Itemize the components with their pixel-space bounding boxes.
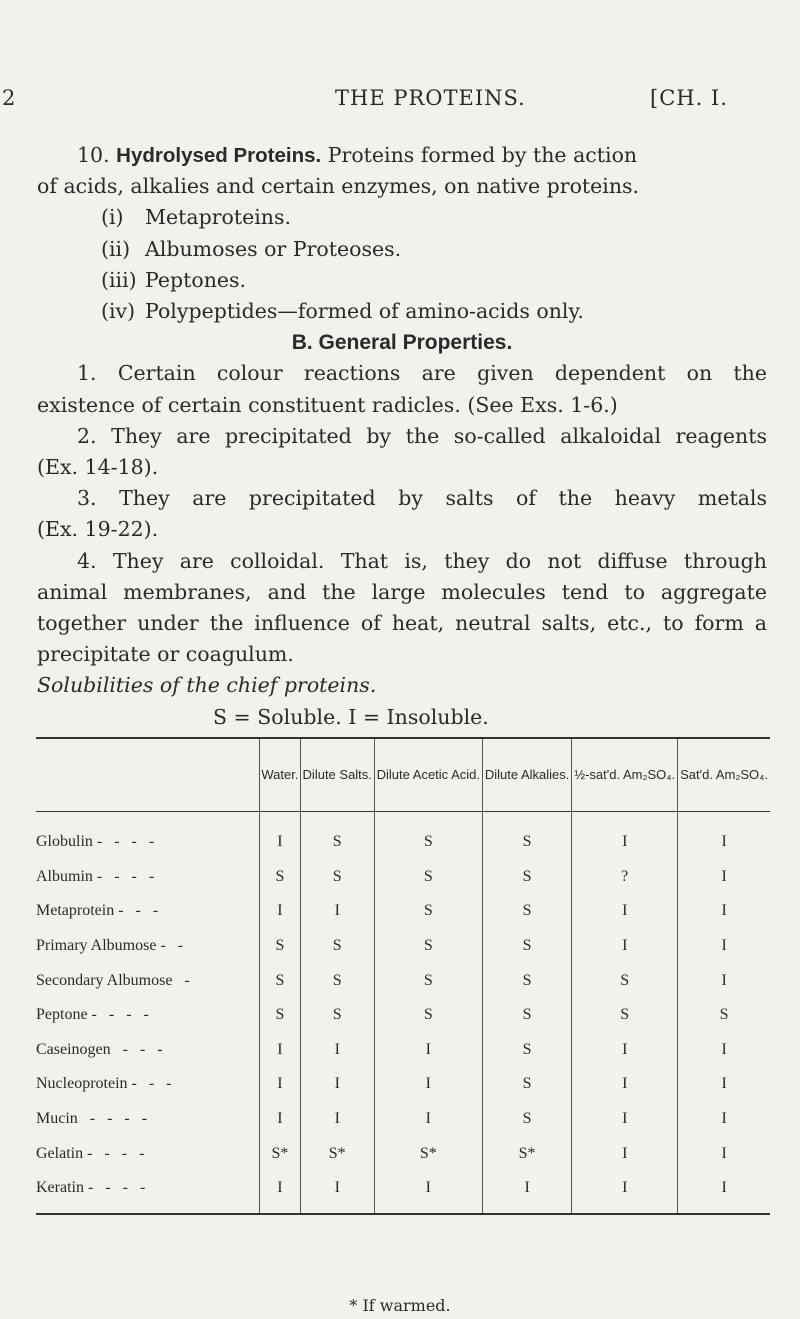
solubility-cell: I xyxy=(300,1171,374,1214)
list-item-text: Albumoses or Proteoses. xyxy=(145,236,402,261)
table-row xyxy=(36,1102,770,1137)
solubility-cell: I xyxy=(483,1171,572,1214)
solubility-cell: S xyxy=(260,998,301,1033)
protein-name: Gelatin - - - - xyxy=(36,1144,145,1162)
list-item-text: Metaproteins. xyxy=(145,205,292,230)
property-1-line1: 1. Certain colour reactions are given dependent on the xyxy=(77,361,767,386)
solubility-cell: S xyxy=(374,894,482,929)
protein-name: Secondary Albumose - xyxy=(36,971,190,989)
table-row xyxy=(36,860,770,895)
table-row xyxy=(36,998,770,1033)
table-footnote: * If warmed. xyxy=(349,1296,451,1315)
list-item xyxy=(37,265,767,296)
list-item-text: Polypeptides—formed of amino-acids only. xyxy=(145,299,584,324)
solubility-cell: I xyxy=(300,894,374,929)
protein-name: Peptone - - - - xyxy=(36,1006,149,1024)
table-row xyxy=(36,929,770,964)
solubility-cell: I xyxy=(572,812,678,860)
solubility-cell: S xyxy=(678,998,770,1033)
solubility-cell: I xyxy=(678,963,770,998)
column-header: ½-sat'd. Am₂SO₄. xyxy=(572,738,678,812)
column-header: Dilute Acetic Acid. xyxy=(374,738,482,812)
column-header: Dilute Salts. xyxy=(300,738,374,812)
section-heading: Hydrolysed Proteins. xyxy=(116,144,322,167)
solubility-cell: S xyxy=(483,1067,572,1102)
solubility-cell: I xyxy=(678,1067,770,1102)
hydrolysed-list xyxy=(37,202,767,327)
property-3-line1: 3. They are precipitated by salts of the heavy metals xyxy=(77,486,767,511)
solubility-cell: I xyxy=(678,1171,770,1214)
table-row xyxy=(36,1033,770,1068)
solubility-cell: I xyxy=(260,1171,301,1214)
solubility-cell: S xyxy=(300,929,374,964)
protein-name: Primary Albumose - - xyxy=(36,937,184,955)
column-header: Dilute Alkalies. xyxy=(483,738,572,812)
list-item xyxy=(37,202,767,233)
solubility-cell: S xyxy=(483,929,572,964)
solubility-cell: S xyxy=(483,860,572,895)
body-text xyxy=(37,140,767,733)
solubility-cell: I xyxy=(678,1136,770,1171)
property-1-line2: existence of certain constituent radicles. (See Exs. 1-6.) xyxy=(37,392,618,417)
solubility-cell: I xyxy=(260,1067,301,1102)
column-header: Water. xyxy=(260,738,301,812)
solubility-cell: S* xyxy=(374,1136,482,1171)
solubility-cell: I xyxy=(572,1171,678,1214)
solubility-cell: S xyxy=(260,963,301,998)
solubility-cell: S xyxy=(572,963,678,998)
table-row xyxy=(36,963,770,998)
protein-name: Nucleoprotein - - - xyxy=(36,1075,172,1093)
solubility-cell: I xyxy=(260,1033,301,1068)
table-row xyxy=(36,812,770,860)
property-4-line2: animal membranes, and the large molecules tend to aggregate xyxy=(37,579,767,604)
solubilities-heading: Solubilities of the chief proteins. xyxy=(37,673,377,698)
list-item-label: (ii) xyxy=(101,236,131,261)
solubility-cell: S xyxy=(483,1033,572,1068)
page-number: 2 xyxy=(2,86,16,110)
table-row xyxy=(36,1067,770,1102)
solubility-cell: I xyxy=(572,1067,678,1102)
solubility-cell: I xyxy=(678,1102,770,1137)
general-properties-heading: B. General Properties. xyxy=(291,331,513,355)
solubility-cell: S xyxy=(374,812,482,860)
solubility-cell: S xyxy=(483,894,572,929)
table-body xyxy=(36,812,770,1214)
list-item-label: (iv) xyxy=(101,299,136,324)
running-header xyxy=(0,86,800,116)
section-intro: Proteins formed by the action xyxy=(327,143,638,167)
solubility-cell: I xyxy=(678,860,770,895)
solubility-cell: I xyxy=(572,1033,678,1068)
solubility-cell: S xyxy=(260,929,301,964)
property-2-line1: 2. They are precipitated by the so-called alkaloidal reagents xyxy=(77,423,767,448)
solubility-cell: S xyxy=(483,1102,572,1137)
solubility-cell: I xyxy=(374,1171,482,1214)
solubility-cell: ? xyxy=(572,860,678,895)
solubility-cell: S* xyxy=(483,1136,572,1171)
solubility-cell: I xyxy=(374,1067,482,1102)
protein-name: Caseinogen - - - xyxy=(36,1040,163,1058)
solubility-cell: S xyxy=(300,860,374,895)
solubility-cell: I xyxy=(572,894,678,929)
running-title: THE PROTEINS. xyxy=(335,86,526,110)
solubility-cell: I xyxy=(678,1033,770,1068)
table-row xyxy=(36,1171,770,1214)
protein-name: Albumin - - - - xyxy=(36,867,155,885)
solubility-cell: I xyxy=(260,812,301,860)
solubility-cell: I xyxy=(374,1102,482,1137)
protein-name: Metaprotein - - - xyxy=(36,902,159,920)
section-intro-line2: of acids, alkalies and certain enzymes, on native proteins. xyxy=(37,174,640,199)
solubility-cell: S xyxy=(483,963,572,998)
solubility-cell: S xyxy=(374,929,482,964)
solubility-cell: I xyxy=(300,1033,374,1068)
solubility-cell: S xyxy=(483,998,572,1033)
protein-name: Keratin - - - - xyxy=(36,1171,260,1214)
solubility-cell: I xyxy=(300,1102,374,1137)
column-header-protein xyxy=(36,738,260,812)
section-number: 10. xyxy=(77,143,110,167)
property-2-line2: (Ex. 14-18). xyxy=(37,455,159,480)
solubility-cell: S xyxy=(260,860,301,895)
table-row xyxy=(36,894,770,929)
chapter-label: [CH. I. xyxy=(650,86,728,110)
protein-name: Mucin - - - - xyxy=(36,1110,148,1128)
solubility-cell: S xyxy=(374,963,482,998)
solubility-cell: S xyxy=(300,998,374,1033)
list-item-text: Peptones. xyxy=(145,267,247,292)
solubility-cell: S* xyxy=(300,1136,374,1171)
solubility-cell: S xyxy=(374,998,482,1033)
property-4-line4: precipitate or coagulum. xyxy=(37,642,294,667)
table-row xyxy=(36,1136,770,1171)
list-item xyxy=(37,296,767,327)
solubility-cell: I xyxy=(572,929,678,964)
solubility-cell: I xyxy=(678,812,770,860)
solubility-cell: I xyxy=(260,1102,301,1137)
solubility-table xyxy=(36,737,770,1215)
property-4-line1: 4. They are colloidal. That is, they do not diffuse through xyxy=(77,548,767,573)
solubility-legend: S = Soluble. I = Insoluble. xyxy=(213,704,489,729)
column-header: Sat'd. Am₂SO₄. xyxy=(678,738,770,812)
solubility-cell: S* xyxy=(260,1136,301,1171)
solubility-cell: I xyxy=(572,1102,678,1137)
solubility-cell: I xyxy=(572,1136,678,1171)
list-item xyxy=(37,234,767,265)
solubility-cell: S xyxy=(374,860,482,895)
solubility-cell: S xyxy=(300,963,374,998)
list-item-label: (iii) xyxy=(101,267,137,292)
solubility-cell: S xyxy=(483,812,572,860)
solubility-cell: I xyxy=(300,1067,374,1102)
solubility-cell: S xyxy=(572,998,678,1033)
property-4-line3: together under the influence of heat, neutral salts, etc., to form a xyxy=(37,611,767,636)
section-10-first-line xyxy=(37,140,767,171)
solubility-cell: I xyxy=(374,1033,482,1068)
table-header-row xyxy=(36,738,770,812)
list-item-label: (i) xyxy=(101,205,124,230)
solubility-cell: S xyxy=(300,812,374,860)
solubility-cell: I xyxy=(260,894,301,929)
protein-name: Globulin - - - - xyxy=(36,833,155,851)
property-3-line2: (Ex. 19-22). xyxy=(37,517,159,542)
solubility-cell: I xyxy=(678,894,770,929)
solubility-cell: I xyxy=(678,929,770,964)
